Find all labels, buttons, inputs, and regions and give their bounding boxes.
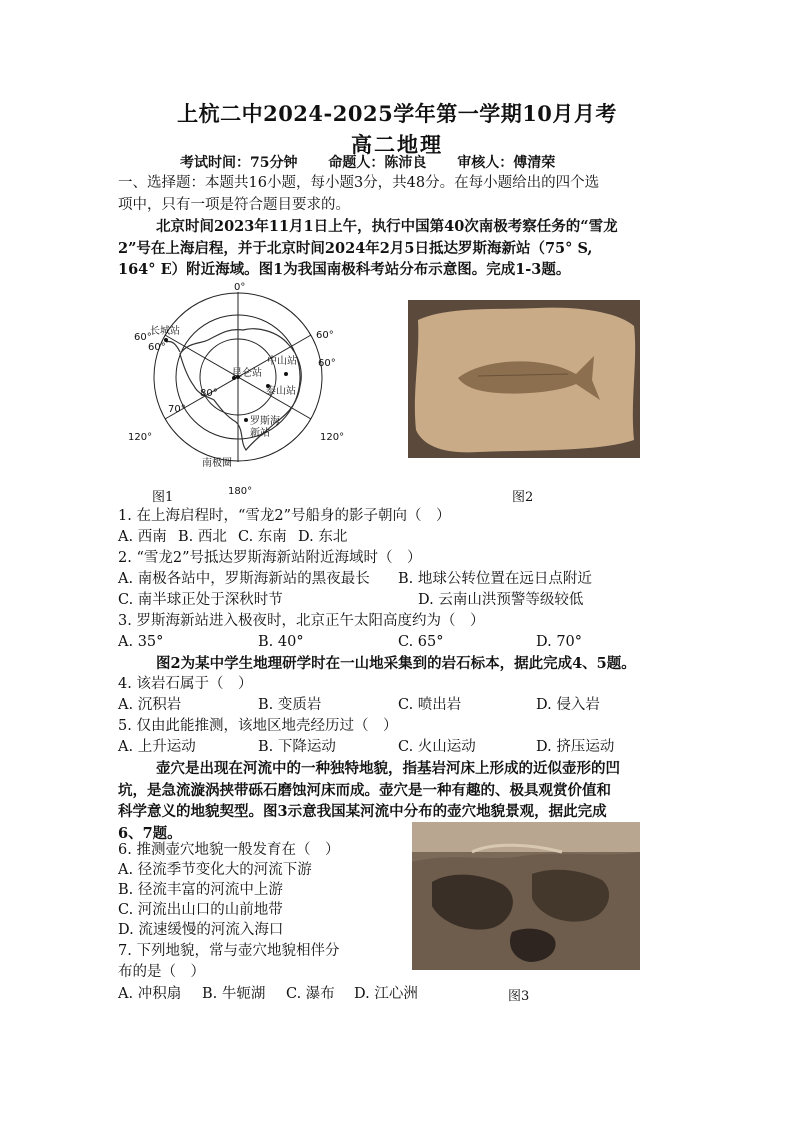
exam-subject: 高二地理	[351, 132, 443, 157]
passage-2: 图2为某中学生地理研学时在一山地采集到的岩石标本，据此完成4、5题。	[156, 655, 636, 672]
question-2-options-row1	[118, 569, 678, 589]
question-4-options	[118, 695, 678, 715]
label-70: 70°	[168, 404, 186, 415]
passage-line: 科学意义的地貌契型。图3示意我国某河流中分布的壶穴地貌景观，据此完成	[118, 803, 607, 820]
option-c[interactable]: C. 火山运动	[398, 739, 476, 755]
exam-author: 命题人：陈沛良	[328, 155, 427, 171]
question-2-stem: 2. “雪龙2”号抵达罗斯海新站附近海域时（ ）	[118, 550, 422, 566]
figure1-caption: 图1	[152, 490, 174, 505]
label-60-left: 60°	[134, 332, 152, 343]
option-d[interactable]: D. 挤压运动	[536, 739, 615, 755]
question-3-options	[118, 632, 678, 652]
label-60-mid: 60°	[318, 358, 336, 369]
question-1-options	[118, 527, 678, 547]
question-6-stem: 6. 推测壶穴地貌一般发育在（ ）	[118, 842, 340, 858]
label-rossea-2: 新站	[250, 428, 270, 439]
passage-line: 164° E）附近海域。图1为我国南极科考站分布示意图。完成1-3题。	[118, 261, 571, 278]
passage-line: 壶穴是出现在河流中的一种独特地貌，指基岩河床上形成的近似壶形的凹	[156, 760, 620, 777]
label-kunlun: 昆仑站	[232, 368, 262, 379]
option-a[interactable]: A. 35°	[118, 634, 164, 650]
option-c[interactable]: C. 南半球正处于深秋时节	[118, 592, 283, 608]
question-3-stem: 3. 罗斯海新站进入极夜时，北京正午太阳高度约为（ ）	[118, 613, 485, 629]
label-0: 0°	[234, 282, 246, 293]
option-b[interactable]: B. 西北	[178, 529, 227, 545]
peninsula-outline	[166, 341, 180, 352]
question-7-stem-line1: 7. 下列地貌，常与壶穴地貌相伴分	[118, 943, 340, 959]
question-6-option-b[interactable]: B. 径流丰富的河流中上游	[118, 882, 283, 898]
question-5-options	[118, 737, 678, 757]
label-taishan: 泰山站	[266, 386, 296, 397]
label-180: 180°	[228, 486, 253, 497]
question-7-options	[118, 984, 438, 1004]
exam-time: 考试时间：75分钟	[180, 155, 298, 171]
option-b[interactable]: B. 40°	[258, 634, 304, 650]
label-changcheng: 长城站	[150, 326, 180, 337]
question-6-option-a[interactable]: A. 径流季节变化大的河流下游	[118, 862, 312, 878]
question-1	[118, 506, 451, 527]
option-d[interactable]: D. 云南山洪预警等级较低	[418, 592, 584, 608]
question-stem: 1. 在上海启程时，“雪龙2”号船身的影子朝向（ ）	[118, 508, 451, 524]
figure2-fossil-photo	[408, 300, 640, 458]
figure2-caption: 图2	[512, 490, 534, 505]
label-rossea-1: 罗斯海	[250, 416, 280, 427]
rossea-station-dot	[244, 418, 248, 422]
option-c[interactable]: C. 东南	[238, 529, 287, 545]
option-d[interactable]: D. 70°	[536, 634, 583, 650]
option-a[interactable]: A. 南极各站中，罗斯海新站的黑夜最长	[118, 571, 370, 587]
option-b[interactable]: B. 下降运动	[258, 739, 336, 755]
option-a[interactable]: A. 西南	[118, 529, 167, 545]
distant-rocks	[412, 822, 640, 852]
passage-line: 2”号在上海启程，并于北京时间2024年2月5日抵达罗斯海新站（75° S,	[118, 239, 593, 257]
option-b[interactable]: B. 地球公转位置在远日点附近	[398, 571, 592, 587]
zhongshan-station-dot	[284, 372, 288, 376]
option-a[interactable]: A. 沉积岩	[118, 697, 182, 713]
passage-line: 北京时间2023年11月1日上午，执行中国第40次南极考察任务的“雪龙	[156, 218, 618, 235]
section-intro-line: 项中，只有一项是符合题目要求的。	[118, 196, 350, 213]
option-b[interactable]: B. 变质岩	[258, 697, 322, 713]
label-120-right: 120°	[320, 432, 345, 443]
label-120-left: 120°	[128, 432, 153, 443]
option-d[interactable]: D. 东北	[298, 529, 348, 545]
passage-1	[118, 216, 678, 281]
option-d[interactable]: D. 江心洲	[354, 986, 418, 1002]
section-intro	[118, 173, 678, 216]
option-c[interactable]: C. 65°	[398, 634, 444, 650]
label-antarctic-circle: 南极圈	[202, 458, 232, 469]
passage-line: 坑，是急流漩涡挟带砾石磨蚀河床而成。壶穴是一种有趣的、极具观赏价值和	[118, 781, 611, 799]
question-7-stem-line2: 布的是（ ）	[118, 964, 205, 980]
figure3-pothole-photo	[412, 822, 640, 970]
passage-line: 6、7题。	[118, 824, 182, 842]
label-lat60: 60°	[148, 342, 166, 353]
exam-reviewer: 审核人：傅清荣	[457, 155, 556, 171]
label-zhongshan: 中山站	[267, 356, 297, 367]
question-6-option-c[interactable]: C. 河流出山口的山前地带	[118, 902, 283, 918]
label-60-right: 60°	[316, 330, 334, 341]
section-intro-line: 一、选择题：本题共16小题，每小题3分，共48分。在每小题给出的四个选	[118, 175, 600, 191]
question-2-options-row2	[118, 590, 678, 610]
exam-meta	[180, 152, 581, 172]
option-c[interactable]: C. 瀑布	[286, 986, 335, 1002]
question-5-stem: 5. 仅由此能推测，该地区地壳经历过（ ）	[118, 718, 398, 734]
option-a[interactable]: A. 冲积扇	[118, 986, 182, 1002]
option-c[interactable]: C. 喷出岩	[398, 697, 462, 713]
figure1-antarctic-map	[128, 282, 350, 500]
question-6-option-d[interactable]: D. 流速缓慢的河流入海口	[118, 922, 284, 938]
option-d[interactable]: D. 侵入岩	[536, 697, 600, 713]
option-b[interactable]: B. 牛轭湖	[202, 986, 266, 1002]
question-4-stem: 4. 该岩石属于（ ）	[118, 676, 253, 692]
figure3-caption: 图3	[508, 989, 530, 1004]
option-a[interactable]: A. 上升运动	[118, 739, 196, 755]
exam-title: 上杭二中2024-2025学年第一学期10月月考	[177, 101, 617, 126]
label-80: 80°	[200, 388, 218, 399]
